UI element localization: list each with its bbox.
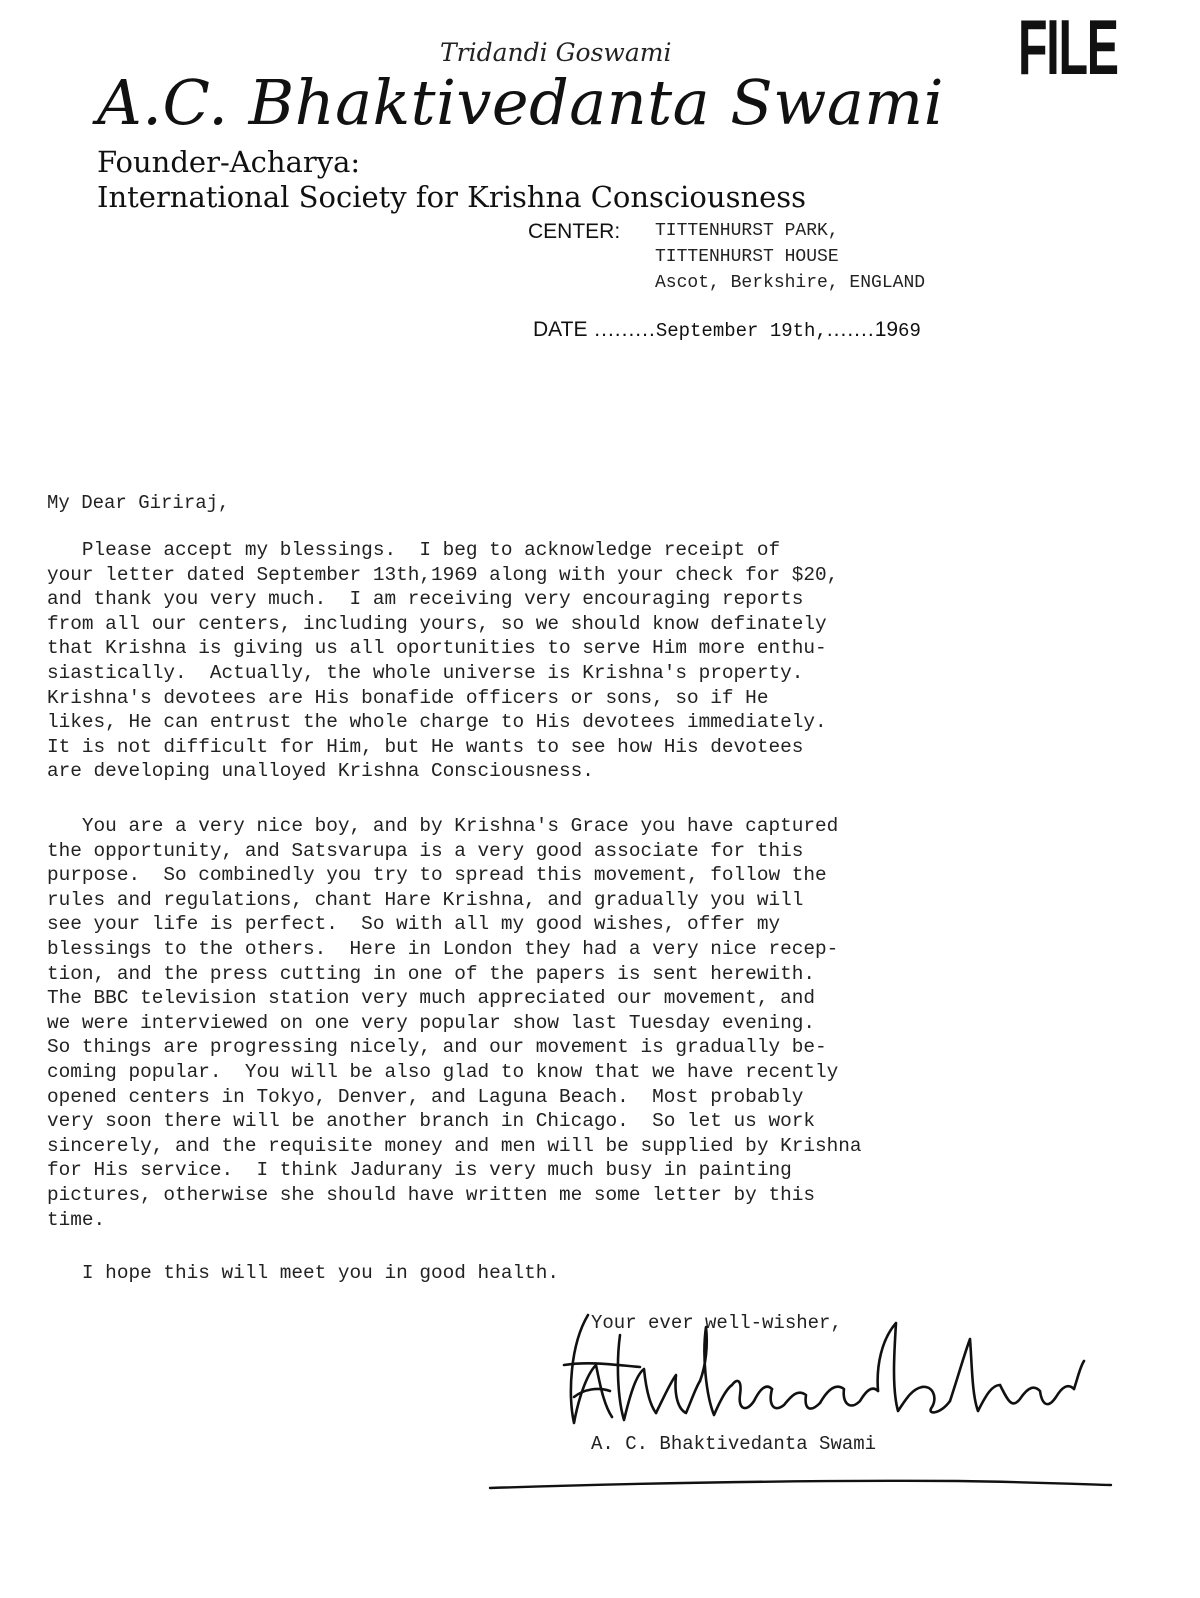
text-line: coming popular. You will be also glad to know that we have recently	[47, 1060, 839, 1083]
text-line: pictures, otherwise she should have written me some letter by this	[47, 1183, 815, 1206]
text-line: very soon there will be another branch in Chicago. So let us work	[47, 1110, 815, 1133]
text-line: sincerely, and the requisite money and men will be supplied by Krishna	[47, 1134, 862, 1157]
address-line: TITTENHURST PARK,	[655, 221, 839, 241]
center-address	[655, 218, 925, 296]
signature-rule	[488, 1476, 1113, 1496]
text-line: siastically. Actually, the whole universe is Krishna's property.	[47, 661, 804, 684]
paragraph-2	[47, 814, 862, 1232]
date-dots: .......	[826, 318, 875, 341]
text-line: time.	[47, 1208, 106, 1231]
text-line: It is not difficult for Him, but He wants to see how His devotees	[47, 735, 804, 758]
text-line: from all our centers, including yours, so we should know definately	[47, 612, 827, 635]
text-line: blessings to the others. Here in London they had a very nice recep-	[47, 937, 839, 960]
text-line: opened centers in Tokyo, Denver, and Laguna Beach. Most probably	[47, 1085, 804, 1108]
text-line: your letter dated September 13th,1969 along with your check for $20,	[47, 563, 839, 586]
text-line: and thank you very much. I am receiving very encouraging reports	[47, 588, 804, 611]
letterhead-founder: Founder-Acharya:	[97, 145, 361, 179]
text-line: are developing unalloyed Krishna Consciousness.	[47, 760, 594, 783]
text-line: You are a very nice boy, and by Krishna's Grace you have captured	[47, 815, 839, 837]
text-line: I hope this will meet you in good health.	[47, 1262, 559, 1284]
text-line: likes, He can entrust the whole charge to His devotees immediately.	[47, 711, 827, 734]
date-label: DATE	[533, 318, 588, 341]
text-line: purpose. So combinedly you try to spread this movement, follow the	[47, 864, 827, 887]
letterhead-title-line: Tridandi Goswami	[440, 38, 672, 67]
center-label: CENTER:	[528, 220, 621, 243]
text-line: Krishna's devotees are His bonafide officers or sons, so if He	[47, 686, 769, 709]
text-line: Please accept my blessings. I beg to acknowledge receipt of	[47, 539, 781, 561]
paragraph-3	[47, 1261, 559, 1286]
address-line: Ascot, Berkshire, ENGLAND	[655, 273, 926, 293]
text-line: that Krishna is giving us all oportunities to serve Him more enthu-	[47, 637, 827, 660]
text-line: So things are progressing nicely, and our movement is gradually be-	[47, 1036, 827, 1059]
typed-name: A. C. Bhaktivedanta Swami	[591, 1433, 877, 1455]
text-line: The BBC television station very much appreciated our movement, and	[47, 987, 815, 1010]
text-line: for His service. I think Jadurany is very much busy in painting	[47, 1159, 792, 1182]
year-suffix: 69	[898, 320, 921, 342]
text-line: rules and regulations, chant Hare Krishna, and gradually you will	[47, 888, 804, 911]
text-line: see your life is perfect. So with all my good wishes, offer my	[47, 913, 781, 936]
date-value: September 19th,	[655, 320, 827, 342]
date-dots: .........	[587, 318, 656, 341]
paragraph-1	[47, 538, 838, 784]
letterhead-name: A.C. Bhaktivedanta Swami	[97, 66, 944, 139]
closing: Your ever well-wisher,	[591, 1312, 842, 1334]
text-line: tion, and the press cutting in one of the papers is sent herewith.	[47, 962, 815, 985]
address-line: TITTENHURST HOUSE	[655, 247, 839, 267]
year-prefix: 19	[874, 318, 899, 341]
date-row	[533, 318, 921, 342]
file-stamp: FILE	[1018, 3, 1118, 91]
letterhead-society: International Society for Krishna Consciousness	[97, 180, 807, 214]
text-line: we were interviewed on one very popular show last Tuesday evening.	[47, 1011, 815, 1034]
handwritten-signature	[560, 1305, 1090, 1435]
salutation: My Dear Giriraj,	[47, 492, 230, 514]
text-line: the opportunity, and Satsvarupa is a very good associate for this	[47, 839, 804, 862]
